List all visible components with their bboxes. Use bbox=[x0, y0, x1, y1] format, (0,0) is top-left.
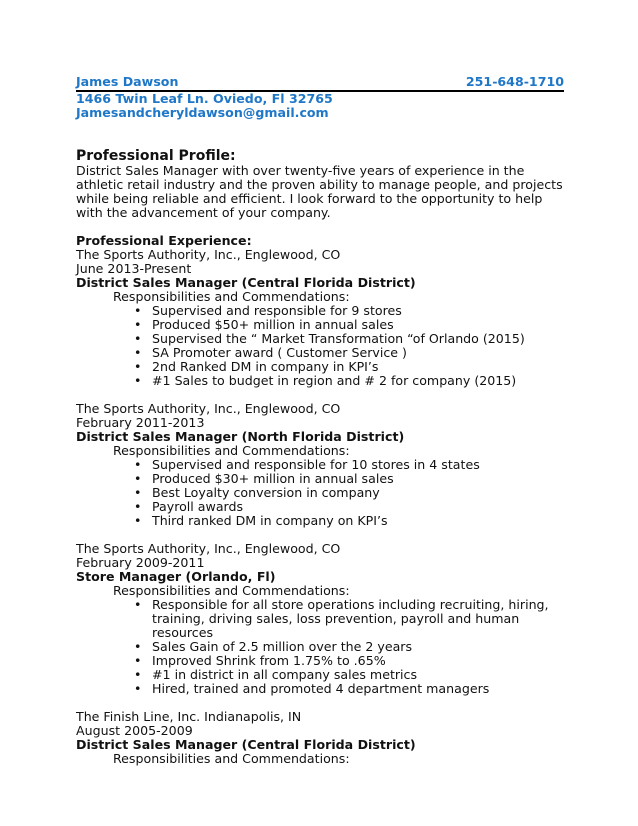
responsibility-item bbox=[134, 331, 564, 346]
responsibility-text: Produced $30+ million in annual sales bbox=[152, 471, 394, 486]
profile-heading: Professional Profile: bbox=[76, 148, 236, 164]
responsibility-text: #1 in district in all company sales metrics bbox=[152, 667, 418, 682]
bullet-icon: • bbox=[134, 373, 142, 388]
responsibility-text: Supervised and responsible for 9 stores bbox=[152, 303, 402, 318]
bullet-icon: • bbox=[134, 471, 142, 486]
responsibility-text: Supervised and responsible for 10 stores in 4 states bbox=[152, 457, 480, 472]
responsibility-text: 2nd Ranked DM in company in KPI’s bbox=[152, 359, 379, 374]
bullet-icon: • bbox=[134, 331, 142, 346]
responsibility-text: Responsible for all store operations including recruiting, hiring, training, driving sales, loss prevention, payroll and human resources bbox=[152, 597, 549, 640]
responsibility-item bbox=[134, 457, 564, 472]
responsibility-item bbox=[134, 345, 564, 360]
responsibility-item bbox=[134, 513, 564, 528]
candidate-name: James Dawson bbox=[76, 74, 179, 89]
job-company: The Sports Authority, Inc., Englewood, CO bbox=[76, 247, 341, 262]
job-entry bbox=[76, 248, 564, 388]
resume-page bbox=[76, 74, 564, 766]
bullet-icon: • bbox=[134, 303, 142, 318]
profile-text: District Sales Manager with over twenty-five years of experience in the athletic retail industry and the proven ability to manage people, and projects while being reliable and efficient. I look forward to the opportunity to help with the advancement of your company. bbox=[76, 163, 563, 220]
bullet-icon: • bbox=[134, 681, 142, 696]
bullet-icon: • bbox=[134, 499, 142, 514]
responsibility-text: Hired, trained and promoted 4 department managers bbox=[152, 681, 490, 696]
job-company: The Sports Authority, Inc., Englewood, CO bbox=[76, 401, 341, 416]
address: 1466 Twin Leaf Ln. Oviedo, Fl 32765 bbox=[76, 91, 333, 106]
phone-number: 251-648-1710 bbox=[465, 74, 564, 89]
job-role: Store Manager (Orlando, Fl) bbox=[76, 569, 276, 584]
bullet-icon: • bbox=[134, 485, 142, 500]
responsibility-list bbox=[76, 304, 564, 388]
responsibility-text: Best Loyalty conversion in company bbox=[152, 485, 380, 500]
responsibility-item bbox=[134, 471, 564, 486]
bullet-icon: • bbox=[134, 345, 142, 360]
job-dates: February 2011-2013 bbox=[76, 415, 205, 430]
bullet-icon: • bbox=[134, 639, 142, 654]
responsibility-item bbox=[134, 373, 564, 388]
responsibility-item bbox=[134, 667, 564, 682]
job-dates: August 2005-2009 bbox=[76, 723, 193, 738]
responsibility-item bbox=[134, 653, 564, 668]
bullet-icon: • bbox=[134, 597, 142, 612]
responsibility-item bbox=[134, 681, 564, 696]
responsibility-item bbox=[134, 597, 564, 640]
responsibility-item bbox=[134, 639, 564, 654]
job-role: District Sales Manager (Central Florida District) bbox=[76, 275, 416, 290]
responsibilities-label: Responsibilities and Commendations: bbox=[113, 583, 350, 598]
job-list bbox=[76, 248, 564, 766]
responsibilities-label: Responsibilities and Commendations: bbox=[113, 751, 350, 766]
responsibility-list bbox=[76, 458, 564, 528]
responsibility-text: SA Promoter award ( Customer Service ) bbox=[152, 345, 407, 360]
job-dates: June 2013-Present bbox=[76, 261, 192, 276]
job-role: District Sales Manager (North Florida District) bbox=[76, 429, 405, 444]
job-entry bbox=[76, 402, 564, 528]
responsibility-item bbox=[134, 485, 564, 500]
job-company: The Sports Authority, Inc., Englewood, CO bbox=[76, 541, 341, 556]
job-entry bbox=[76, 710, 564, 766]
bullet-icon: • bbox=[134, 667, 142, 682]
responsibility-text: Produced $50+ million in annual sales bbox=[152, 317, 394, 332]
responsibility-text: Sales Gain of 2.5 million over the 2 years bbox=[152, 639, 413, 654]
responsibility-item bbox=[134, 499, 564, 514]
experience-heading: Professional Experience: bbox=[76, 233, 252, 248]
job-role: District Sales Manager (Central Florida District) bbox=[76, 737, 416, 752]
bullet-icon: • bbox=[134, 653, 142, 668]
responsibility-text: Supervised the “ Market Transformation “of Orlando (2015) bbox=[152, 331, 525, 346]
header-row bbox=[76, 74, 564, 92]
responsibility-list bbox=[76, 598, 564, 696]
responsibilities-label: Responsibilities and Commendations: bbox=[113, 443, 350, 458]
responsibility-item bbox=[134, 317, 564, 332]
bullet-icon: • bbox=[134, 359, 142, 374]
bullet-icon: • bbox=[134, 457, 142, 472]
responsibility-text: Third ranked DM in company on KPI’s bbox=[152, 513, 388, 528]
job-entry bbox=[76, 542, 564, 696]
bullet-icon: • bbox=[134, 317, 142, 332]
job-dates: February 2009-2011 bbox=[76, 555, 205, 570]
job-company: The Finish Line, Inc. Indianapolis, IN bbox=[76, 709, 302, 724]
bullet-icon: • bbox=[134, 513, 142, 528]
responsibility-text: Payroll awards bbox=[152, 499, 244, 514]
responsibility-item bbox=[134, 303, 564, 318]
email: Jamesandcheryldawson@gmail.com bbox=[76, 105, 329, 120]
responsibility-text: Improved Shrink from 1.75% to .65% bbox=[152, 653, 386, 668]
responsibilities-label: Responsibilities and Commendations: bbox=[113, 289, 350, 304]
responsibility-text: #1 Sales to budget in region and # 2 for company (2015) bbox=[152, 373, 517, 388]
responsibility-item bbox=[134, 359, 564, 374]
